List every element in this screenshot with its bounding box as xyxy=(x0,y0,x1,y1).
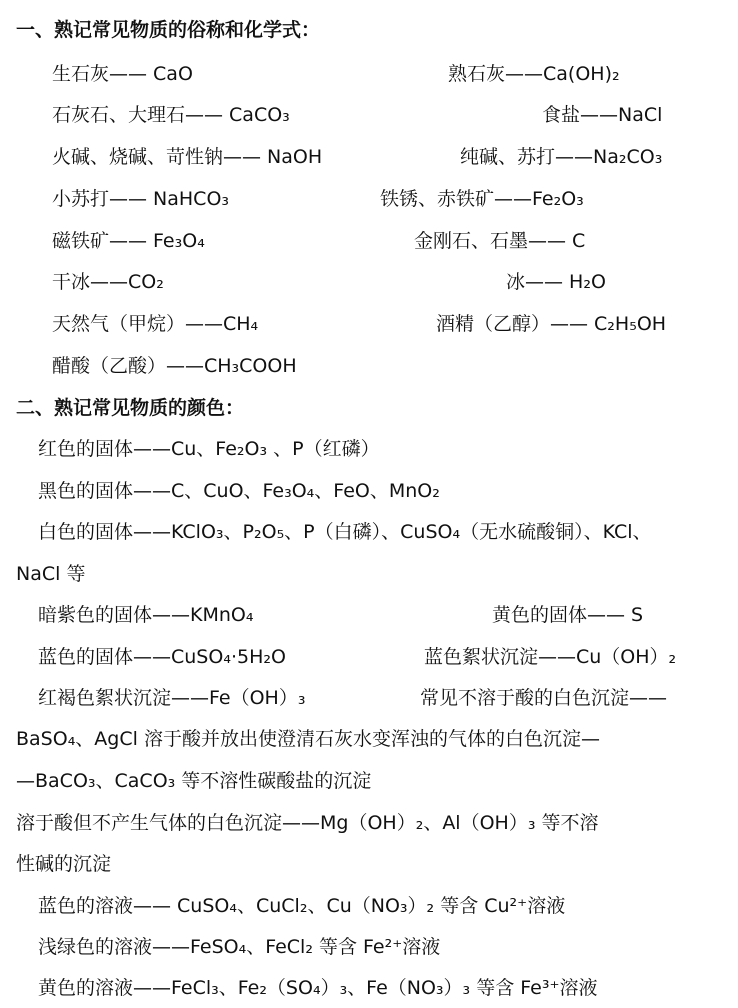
item-diamond-graphite: 金刚石、石墨—— C xyxy=(414,230,586,252)
item-soda-ash: 纯碱、苏打——Na₂CO₃ xyxy=(460,146,663,168)
color-acid-soluble-line2: 性碱的沉淀 xyxy=(16,853,112,875)
color-blue-flocculent: 蓝色絮状沉淀——Cu（OH）₂ xyxy=(424,646,677,668)
color-acid-soluble-line1: 溶于酸但不产生气体的白色沉淀——Mg（OH）₂、Al（OH）₃ 等不溶 xyxy=(16,812,599,834)
color-dark-purple-solid: 暗紫色的固体——KMnO₄ xyxy=(38,604,254,626)
color-red-brown-flocculent: 红褐色絮状沉淀——Fe（OH）₃ xyxy=(38,687,306,709)
item-dry-ice: 干冰——CO₂ xyxy=(52,271,164,293)
color-white-solid-cont: NaCl 等 xyxy=(16,563,86,585)
section1-title: 一、熟记常见物质的俗称和化学式： xyxy=(16,19,321,41)
color-yellow-solution: 黄色的溶液——FeCl₃、Fe₂（SO₄）₃、Fe（NO₃）₃ 等含 Fe³⁺溶液 xyxy=(38,977,598,999)
item-acetic-acid: 醋酸（乙酸）——CH₃COOH xyxy=(52,355,297,377)
item-magnetite: 磁铁矿—— Fe₃O₄ xyxy=(52,230,205,252)
item-limestone: 石灰石、大理石—— CaCO₃ xyxy=(52,104,290,126)
section2-title: 二、熟记常见物质的颜色： xyxy=(16,397,245,419)
item-quicklime: 生石灰—— CaO xyxy=(52,63,193,85)
item-salt: 食盐——NaCl xyxy=(542,104,663,126)
color-blue-solid: 蓝色的固体——CuSO₄·5H₂O xyxy=(38,646,286,668)
item-baking-soda: 小苏打—— NaHCO₃ xyxy=(52,188,230,210)
color-blue-solution: 蓝色的溶液—— CuSO₄、CuCl₂、Cu（NO₃）₂ 等含 Cu²⁺溶液 xyxy=(38,895,566,917)
color-black-solid: 黑色的固体——C、CuO、Fe₃O₄、FeO、MnO₂ xyxy=(38,480,440,502)
color-yellow-solid: 黄色的固体—— S xyxy=(492,604,644,626)
color-acid-insoluble-white: 常见不溶于酸的白色沉淀—— xyxy=(420,687,668,709)
item-alcohol: 酒精（乙醇）—— C₂H₅OH xyxy=(436,313,667,335)
color-white-solid: 白色的固体——KClO₃、P₂O₅、P（白磷）、CuSO₄（无水硫酸铜）、KCl、 xyxy=(38,521,652,543)
color-red-solid: 红色的固体——Cu、Fe₂O₃ 、P（红磷） xyxy=(38,438,380,460)
item-slaked-lime: 熟石灰——Ca(OH)₂ xyxy=(448,63,620,85)
item-ice: 冰—— H₂O xyxy=(506,271,606,293)
color-light-green-solution: 浅绿色的溶液——FeSO₄、FeCl₂ 等含 Fe²⁺溶液 xyxy=(38,936,441,958)
item-rust-hematite: 铁锈、赤铁矿——Fe₂O₃ xyxy=(380,188,584,210)
color-white-precipitate-line1: BaSO₄、AgCl 溶于酸并放出使澄清石灰水变浑浊的气体的白色沉淀— xyxy=(16,728,600,750)
item-caustic-soda: 火碱、烧碱、苛性钠—— NaOH xyxy=(52,146,323,168)
color-white-precipitate-line2: —BaCO₃、CaCO₃ 等不溶性碳酸盐的沉淀 xyxy=(16,770,372,792)
item-natural-gas: 天然气（甲烷）——CH₄ xyxy=(52,313,259,335)
